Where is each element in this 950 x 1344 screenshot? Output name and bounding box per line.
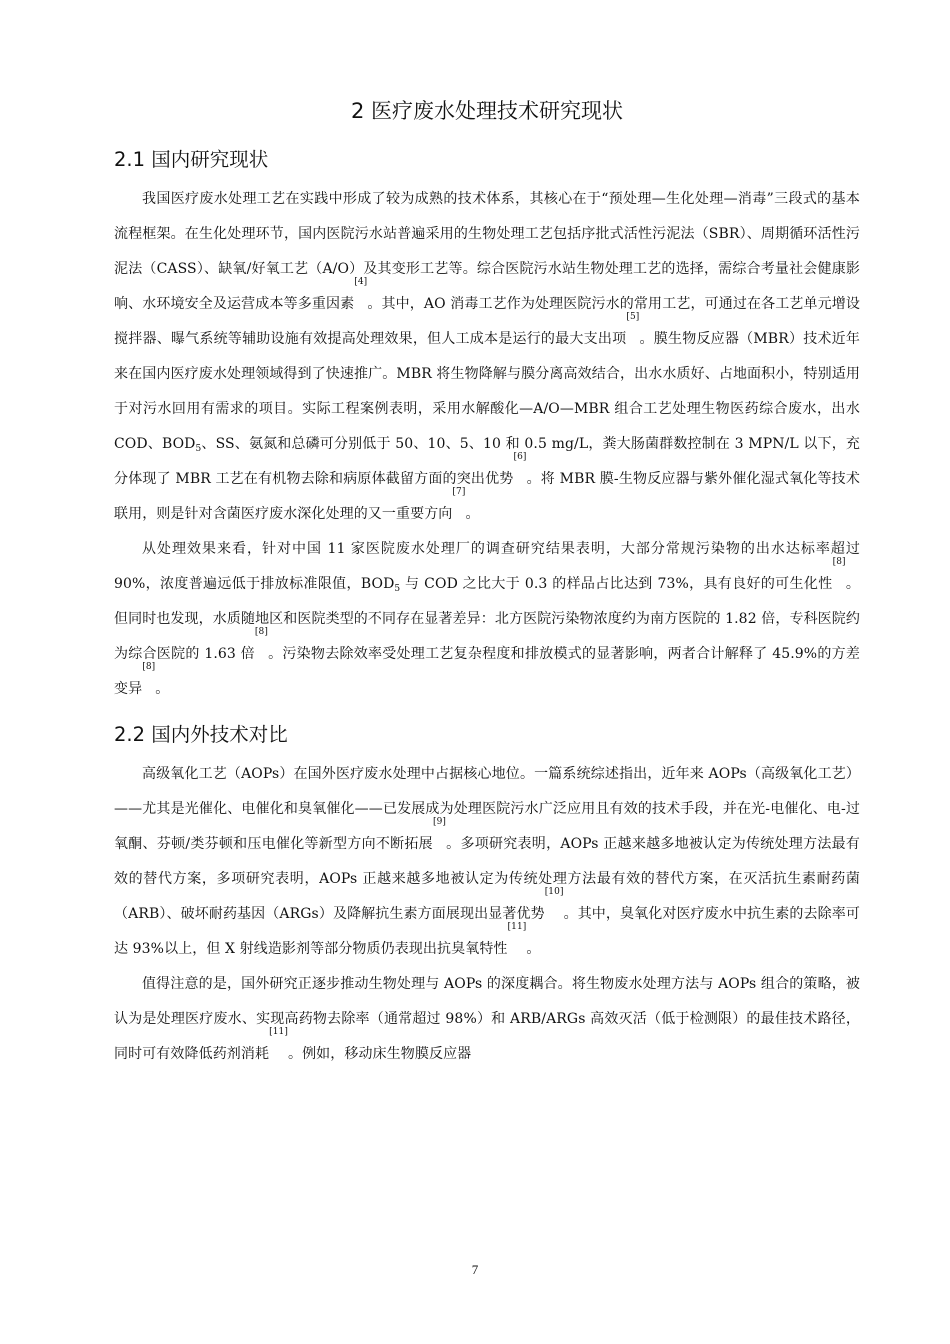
subscript: 5 [195, 444, 202, 454]
section-heading-2-2: 2.2 国内外技术对比 [114, 723, 288, 746]
text-run: 。多项研究表明，AOPs 正越来越多地被认定为传统处理方法最有效的替代方案，多项研究表明，AOPs 正越来越多地被认定为传统处理方法最有效的替代方案，在灭活抗生素耐药菌（ARB）、破坏耐药基因（ARGs）及降解抗生素方面展现出显著优势 [114, 836, 860, 922]
text-run: 。 [465, 506, 480, 522]
citation-ref: [8] [254, 627, 268, 637]
citation-ref: [6] [513, 452, 527, 462]
paragraph [114, 967, 860, 1072]
citation-ref: [4] [354, 277, 368, 287]
text-run: 。其中，臭氧化对医疗废水中抗生素的去除率可达 93%以上，但 X 射线造影剂等部分物质仍表现出抗臭氧特性 [114, 906, 860, 957]
paragraph [114, 532, 860, 707]
text-run: 。例如，移动床生物膜反应器 [287, 1046, 472, 1062]
citation-ref: [11] [269, 1027, 288, 1037]
text-run: 。污染物去除效率受处理工艺复杂程度和排放模式的显著影响，两者合计解释了 45.9%的方差变异 [114, 646, 860, 697]
citation-ref: [10] [544, 887, 564, 897]
text-run: 、SS、氨氮和总磷可分别低于 50、10、5、10 和 0.5 mg/L，粪大肠菌群数控制在 3 MPN/L 以下，充分体现了 MBR 工艺在有机物去除和病原体截留方面的突出优势 [114, 436, 860, 487]
page-number: 7 [471, 1262, 479, 1277]
text-run: 。其中，AO 消毒工艺作为处理医院污水的常用工艺，可通过在各工艺单元增设搅拌器、曝气系统等辅助设施有效提高处理效果，但人工成本是运行的最大支出项 [114, 296, 860, 347]
section-heading-2-1: 2.1 国内研究现状 [114, 148, 269, 171]
page-content [114, 96, 860, 1072]
citation-ref: [5] [626, 312, 640, 322]
paragraph [114, 182, 860, 532]
text-run: 与 COD 之比大于 0.3 的样品占比达到 73%，具有良好的可生化性 [400, 576, 833, 592]
text-run: 。但同时也发现，水质随地区和医院类型的不同存在显著差异：北方医院污染物浓度约为南方医院的 1.82 倍，专科医院约为综合医院的 1.63 倍 [114, 576, 860, 662]
text-run: 高级氧化工艺（AOPs）在国外医疗废水处理中占据核心地位。一篇系统综述指出，近年来 AOPs（高级氧化工艺）——尤其是光催化、电催化和臭氧催化——已发展成为处理医院污水广泛应用且有效的技术手段，并在光-电催化、电-过氧酮、芬顿/类芬顿和压电催化等新型方向不断拓展 [114, 766, 860, 852]
text-run: 。 [526, 941, 541, 957]
text-run: 值得注意的是，国外研究正逐步推动生物处理与 AOPs 的深度耦合。将生物废水处理方法与 AOPs 组合的策略，被认为是处理医疗废水、实现高药物去除率（通常超过 98%）和 ARB/ARGs 高效灭活（低于检测限）的最佳技术路径，同时可有效降低药剂消耗 [114, 976, 860, 1062]
citation-ref: [7] [452, 487, 466, 497]
chapter-title: 2 医疗废水处理技术研究现状 [350, 99, 624, 123]
text-run: 。将 MBR 膜-生物反应器与紫外催化湿式氧化等技术联用，则是针对含菌医疗废水深化处理的又一重要方向 [114, 471, 860, 522]
citation-ref: [11] [507, 922, 527, 932]
citation-ref: [8] [142, 662, 156, 672]
subscript: 5 [394, 584, 401, 594]
text-run: 。 [155, 681, 170, 697]
paragraph [114, 757, 860, 967]
text-run: 。膜生物反应器（MBR）技术近年来在国内医疗废水处理领域得到了快速推广。MBR 将生物降解与膜分离高效结合，出水水质好、占地面积小，特别适用于对污水回用有需求的项目。实际工程案例表明，采用水解酸化—A/O—MBR 组合工艺处理生物医药综合废水，出水 COD、BOD [114, 331, 860, 452]
citation-ref: [8] [832, 557, 846, 567]
text-run: 从处理效果来看，针对中国 11 家医院废水处理厂的调查研究结果表明，大部分常规污染物的出水达标率超过 90%，浓度普遍远低于排放标准限值，BOD [114, 541, 860, 592]
text-run: 我国医疗废水处理工艺在实践中形成了较为成熟的技术体系，其核心在于“预处理—生化处理—消毒”三段式的基本流程框架。在生化处理环节，国内医院污水站普遍采用的生物处理工艺包括序批式活性污泥法（SBR）、周期循环活性污泥法（CASS）、缺氧/好氧工艺（A/O）及其变形工艺等。综合医院污水站生物处理工艺的选择，需综合考量社会健康影响、水环境安全及运营成本等多重因素 [114, 191, 860, 312]
citation-ref: [9] [432, 817, 447, 827]
